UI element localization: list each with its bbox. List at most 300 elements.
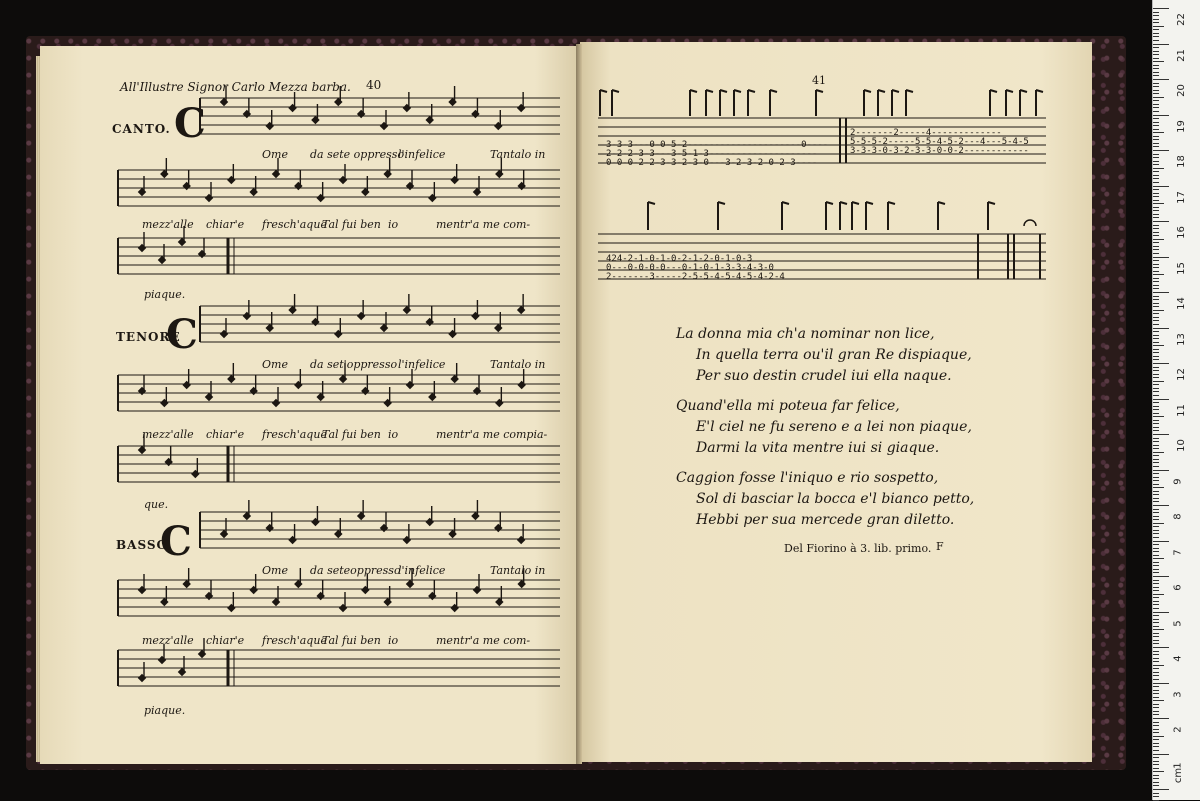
lyric-syllable: chiar'e: [206, 428, 245, 441]
ruler-number: 11: [1175, 403, 1187, 417]
ruler-tick: [1153, 434, 1169, 435]
ruler-tick: [1153, 384, 1159, 385]
ruler-tick: [1153, 541, 1169, 542]
ruler-tick: [1153, 661, 1159, 662]
page-number-left: 40: [366, 78, 382, 92]
ruler-tick: [1153, 328, 1169, 329]
ruler-tick: [1153, 643, 1159, 644]
ruler-tick: [1153, 494, 1159, 495]
ruler-tick: [1153, 509, 1159, 510]
ruler-tick: [1153, 65, 1159, 66]
ruler-tick: [1153, 296, 1159, 297]
ruler-tick: [1153, 29, 1159, 30]
fermata: [1024, 220, 1036, 226]
ruler-tick: [1153, 267, 1159, 268]
lyric-syllable: Tal fui ben: [322, 428, 381, 441]
ruler-tick: [1153, 317, 1159, 318]
lyric-syllable: mentr'a me compia-: [436, 428, 548, 441]
rhythm-flag: [770, 90, 777, 116]
ruler-tick: [1153, 725, 1159, 726]
ruler-tick: [1153, 168, 1164, 169]
ruler-tick: [1153, 8, 1169, 9]
ruler-tick: [1153, 668, 1159, 669]
rhythm-flag: [906, 90, 913, 116]
ruler-tick: [1153, 413, 1159, 414]
ruler-number: 21: [1175, 48, 1187, 62]
lyric-syllable: da set'oppresso: [310, 358, 398, 371]
ruler-tick: [1153, 785, 1159, 786]
rhythm-flag: [826, 202, 833, 230]
tablature-line: 2-------3-----2-5-5-4-5-4-5-4-2-4: [606, 272, 785, 282]
rhythm-flag: [866, 202, 873, 230]
ruler-tick: [1153, 501, 1159, 502]
rhythm-flag: [720, 90, 727, 116]
ruler-tick: [1153, 118, 1159, 119]
ruler-tick: [1153, 150, 1169, 151]
ruler-tick: [1153, 246, 1159, 247]
ruler-tick: [1153, 186, 1169, 187]
ruler-number: 1: [1172, 761, 1184, 769]
ruler-tick: [1153, 537, 1159, 538]
ruler-tick: [1153, 26, 1164, 27]
ruler-tick: [1153, 633, 1159, 634]
ruler-tick: [1153, 693, 1159, 694]
lyric-syllable: Ome: [262, 358, 288, 371]
ruler-tick: [1153, 622, 1159, 623]
rhythm-flag: [892, 90, 899, 116]
ruler-tick: [1153, 778, 1159, 779]
ruler-tick: [1153, 129, 1159, 130]
ruler-tick: [1153, 288, 1159, 289]
ruler-tick: [1153, 125, 1159, 126]
tablature-line: 5-5-5-2-----5-5-4-5-2---4---5-4-5: [850, 137, 1029, 147]
ruler-tick: [1153, 459, 1159, 460]
lyric-syllable: mezz'alle: [142, 218, 194, 231]
ruler-tick: [1153, 775, 1159, 776]
ruler-tick: [1153, 572, 1159, 573]
ruler-tick: [1153, 580, 1159, 581]
poem-line: Hebbi per sua mercede gran diletto.: [696, 512, 955, 528]
ruler-tick: [1153, 707, 1159, 708]
ruler-tick: [1153, 189, 1159, 190]
ruler-tick: [1153, 203, 1164, 204]
lyric-syllable: fresch'aque: [262, 634, 327, 647]
ruler-tick: [1153, 615, 1159, 616]
ruler-tick: [1153, 565, 1159, 566]
ruler-tick: [1153, 587, 1159, 588]
ruler-tick: [1153, 51, 1159, 52]
rhythm-flag: [648, 202, 655, 230]
voice-label-canto: CANTO.: [112, 122, 171, 136]
ruler-tick: [1153, 764, 1159, 765]
ruler-tick: [1153, 235, 1159, 236]
ruler-tick: [1153, 487, 1164, 488]
ruler-tick: [1153, 93, 1159, 94]
rhythm-flag: [718, 202, 725, 230]
ruler-tick: [1153, 217, 1159, 218]
ruler-tick: [1153, 782, 1159, 783]
ruler-tick: [1153, 438, 1159, 439]
ruler-tick: [1153, 683, 1169, 684]
ruler-tick: [1153, 750, 1159, 751]
lyric-syllable: io: [388, 428, 399, 441]
ruler-tick: [1153, 154, 1159, 155]
lyric-syllable: mentr'a me com-: [436, 634, 531, 647]
ruler-tick: [1153, 583, 1159, 584]
ruler-tick: [1153, 746, 1159, 747]
lyric-syllable: Ome: [262, 564, 288, 577]
ruler-tick: [1153, 136, 1159, 137]
ruler-tick: [1153, 313, 1159, 314]
ruler-tick: [1153, 704, 1159, 705]
ruler-tick: [1153, 473, 1159, 474]
ruler-tick: [1153, 498, 1159, 499]
lyric-syllable: mezz'alle: [142, 634, 194, 647]
ruler-tick: [1153, 526, 1159, 527]
lyric-syllable: Tal fui ben: [322, 634, 381, 647]
ruler-tick: [1153, 285, 1159, 286]
ruler-number: 2: [1172, 726, 1184, 733]
tablature-line: 2-2-2-3-3---3-5-1-3--------------------: [606, 149, 818, 159]
initial-letter-basso: C: [160, 518, 192, 565]
ruler-tick: [1153, 608, 1159, 609]
ruler-tick: [1153, 516, 1159, 517]
ruler-tick: [1153, 409, 1159, 410]
ruler-tick: [1153, 736, 1164, 737]
rhythm-flag: [1036, 90, 1043, 116]
ruler-tick: [1153, 83, 1159, 84]
ruler-tick: [1153, 555, 1159, 556]
ruler-tick: [1153, 221, 1169, 222]
tablature-line: 3-3-3---0-0-5-2---------------------0----: [606, 140, 829, 150]
ruler-tick: [1153, 335, 1159, 336]
voice-label-basso: BASSO: [116, 538, 168, 552]
ruler-tick: [1153, 640, 1159, 641]
poem-line: Quand'ella mi poteua far felice,: [676, 398, 900, 414]
ruler-tick: [1153, 604, 1159, 605]
ruler-tick: [1153, 193, 1159, 194]
lyric-syllable: l'infelice: [398, 148, 446, 161]
ruler-tick: [1153, 239, 1164, 240]
tablature-line: 0-0-0-2-2-3-3-2-3-0---3-2-3-2-0-2-3----: [606, 158, 818, 168]
ruler-tick: [1153, 757, 1159, 758]
ruler-tick: [1153, 146, 1159, 147]
rhythm-flag: [938, 202, 945, 230]
ruler-tick: [1153, 331, 1159, 332]
ruler-tick: [1153, 416, 1164, 417]
ruler-number: 3: [1172, 690, 1184, 698]
ruler-tick: [1153, 79, 1169, 80]
measuring-ruler: [1152, 0, 1200, 800]
lyric-syllable: da sete oppresso: [310, 148, 405, 161]
ruler-tick: [1153, 86, 1159, 87]
ruler-tick: [1153, 274, 1164, 275]
ruler-tick: [1153, 58, 1159, 59]
rhythm-flag: [706, 90, 713, 116]
ruler-tick: [1153, 324, 1159, 325]
ruler-tick: [1153, 200, 1159, 201]
ruler-tick: [1153, 427, 1159, 428]
ruler-number: 5: [1172, 619, 1184, 627]
ruler-tick: [1153, 462, 1159, 463]
rhythm-flag: [782, 202, 789, 230]
ruler-tick: [1153, 111, 1159, 112]
ruler-tick: [1153, 338, 1159, 339]
ruler-tick: [1153, 139, 1159, 140]
ruler-tick: [1153, 466, 1159, 467]
ruler-tick: [1153, 257, 1169, 258]
ruler-tick: [1153, 15, 1159, 16]
ruler-tick: [1153, 115, 1169, 116]
ruler-tick: [1153, 569, 1159, 570]
ruler-number: 7: [1172, 548, 1184, 556]
ruler-tick: [1153, 44, 1169, 45]
ruler-tick: [1153, 164, 1159, 165]
ruler-tick: [1153, 374, 1159, 375]
ruler-tick: [1153, 626, 1159, 627]
lyric-syllable: fresch'aque: [262, 218, 327, 231]
ruler-tick: [1153, 104, 1159, 105]
ruler-tick: [1153, 178, 1159, 179]
ruler-tick: [1153, 175, 1159, 176]
rhythm-flag: [1006, 90, 1013, 116]
ruler-tick: [1153, 68, 1159, 69]
ruler-tick: [1153, 686, 1159, 687]
ruler-tick: [1153, 182, 1159, 183]
ruler-tick: [1153, 278, 1159, 279]
ruler-tick: [1153, 107, 1159, 108]
ruler-tick: [1153, 430, 1159, 431]
ruler-tick: [1153, 448, 1159, 449]
ruler-tick: [1153, 544, 1159, 545]
ruler-tick: [1153, 359, 1159, 360]
rhythm-flag: [840, 202, 847, 230]
poem-line: Caggion fosse l'iniquo e rio sospetto,: [676, 470, 939, 486]
ruler-number: 9: [1172, 477, 1184, 485]
ruler-tick: [1153, 533, 1159, 534]
ruler-number: 10: [1175, 439, 1187, 452]
ruler-tick: [1153, 22, 1159, 23]
ruler-tick: [1153, 356, 1159, 357]
rhythm-flag: [600, 90, 607, 116]
ruler-tick: [1153, 729, 1159, 730]
ruler-tick: [1153, 132, 1164, 133]
lyric-syllable: mentr'a me com-: [436, 218, 531, 231]
ruler-tick: [1153, 562, 1159, 563]
ruler-tick: [1153, 636, 1159, 637]
ruler-tick: [1153, 399, 1169, 400]
ruler-tick: [1153, 214, 1159, 215]
ruler-number: 22: [1175, 13, 1187, 26]
ruler-tick: [1153, 345, 1164, 346]
ruler-tick: [1153, 281, 1159, 282]
ruler-tick: [1153, 445, 1159, 446]
ruler-tick: [1153, 796, 1159, 797]
ruler-tick: [1153, 395, 1159, 396]
ruler-tick: [1153, 697, 1159, 698]
ruler-tick: [1153, 157, 1159, 158]
ruler-tick: [1153, 47, 1159, 48]
ruler-tick: [1153, 651, 1159, 652]
lyric-syllable: que.: [144, 498, 169, 511]
ruler-tick: [1153, 477, 1159, 478]
ruler-tick: [1153, 271, 1159, 272]
ruler-tick: [1153, 558, 1164, 559]
lyric-syllable: piaque.: [144, 288, 186, 301]
poem-line: La donna mia ch'a nominar non lice,: [676, 326, 935, 342]
ruler-tick: [1153, 423, 1159, 424]
rhythm-flag: [990, 90, 997, 116]
poem-line: In quella terra ou'il gran Re dispiaque,: [696, 347, 972, 363]
ruler-tick: [1153, 367, 1159, 368]
tablature-line: 3-3-3-0-3-2-3-3-0-0-2------------: [850, 146, 1029, 156]
lyric-syllable: io: [388, 634, 399, 647]
ruler-tick: [1153, 619, 1159, 620]
lyric-syllable: l'infelice: [398, 358, 446, 371]
rhythm-flag: [612, 90, 619, 116]
rhythm-flag: [988, 202, 995, 230]
ruler-tick: [1153, 576, 1169, 577]
ruler-tick: [1153, 161, 1159, 162]
ruler-tick: [1153, 363, 1169, 364]
ruler-tick: [1153, 33, 1159, 34]
ruler-tick: [1153, 718, 1169, 719]
ruler-tick: [1153, 601, 1159, 602]
initial-letter-canto: C: [174, 100, 206, 147]
ruler-tick: [1153, 370, 1159, 371]
ruler-tick: [1153, 210, 1159, 211]
rhythm-flag: [734, 90, 741, 116]
ruler-tick: [1153, 97, 1164, 98]
ruler-tick: [1153, 519, 1159, 520]
ruler-tick: [1153, 232, 1159, 233]
ruler-tick: [1153, 732, 1159, 733]
ruler-number: 6: [1172, 584, 1184, 591]
tablature-line: 424-2-1-0-1-0-2-1-2-0-1-0-3: [606, 254, 753, 264]
ruler-tick: [1153, 597, 1159, 598]
ruler-number: 4: [1172, 655, 1184, 662]
ruler-tick: [1153, 19, 1159, 20]
lyric-syllable: io: [388, 218, 399, 231]
ruler-tick: [1153, 143, 1159, 144]
ruler-tick: [1153, 40, 1159, 41]
attribution: Del Fiorino à 3. lib. primo.: [784, 542, 932, 555]
ruler-number: 16: [1175, 226, 1187, 239]
ruler-tick: [1153, 629, 1164, 630]
ruler-number: 12: [1175, 368, 1187, 381]
lyric-syllable: Tantalo in: [490, 148, 546, 161]
tablature-line: 2-------2-----4-------------: [850, 128, 1002, 138]
initial-letter-tenore: C: [166, 311, 198, 358]
ruler-tick: [1153, 242, 1159, 243]
ruler-unit: cm: [1173, 767, 1185, 784]
lyric-syllable: fresch'aque: [262, 428, 327, 441]
ruler-tick: [1153, 654, 1159, 655]
ruler-tick: [1153, 551, 1159, 552]
ruler-tick: [1153, 793, 1159, 794]
ruler-tick: [1153, 225, 1159, 226]
ruler-tick: [1153, 100, 1159, 101]
ruler-tick: [1153, 722, 1159, 723]
lyric-syllable: piaque.: [144, 704, 186, 717]
ruler-tick: [1153, 441, 1159, 442]
ruler-tick: [1153, 548, 1159, 549]
ruler-tick: [1153, 196, 1159, 197]
ruler-tick: [1153, 768, 1159, 769]
ruler-tick: [1153, 377, 1159, 378]
ruler-tick: [1153, 771, 1164, 772]
poem-line: Sol di basciar la bocca e'l bianco petto,: [696, 491, 975, 507]
lyric-syllable: chiar'e: [206, 218, 245, 231]
ruler-tick: [1153, 761, 1159, 762]
ruler-tick: [1153, 207, 1159, 208]
ruler-tick: [1153, 530, 1159, 531]
lyric-syllable: Ome: [262, 148, 288, 161]
rhythm-flag: [852, 202, 859, 230]
ruler-tick: [1153, 352, 1159, 353]
rhythm-flag: [816, 90, 823, 116]
poem-line: Per suo destin crudel iui ella naque.: [696, 368, 952, 384]
ruler-tick: [1153, 594, 1164, 595]
lyric-syllable: l'infelice: [398, 564, 446, 577]
ruler-number: 15: [1175, 261, 1187, 275]
ruler-tick: [1153, 36, 1159, 37]
ruler-tick: [1153, 388, 1159, 389]
ruler-tick: [1153, 303, 1159, 304]
lyric-syllable: chiar'e: [206, 634, 245, 647]
signature-mark: F: [936, 540, 944, 553]
ruler-tick: [1153, 381, 1164, 382]
ruler-tick: [1153, 505, 1169, 506]
rhythm-flag: [1020, 90, 1027, 116]
voice-label-tenore: TENORE: [116, 330, 181, 344]
ruler-tick: [1153, 470, 1169, 471]
ruler-tick: [1153, 679, 1159, 680]
ruler-tick: [1153, 590, 1159, 591]
ruler-tick: [1153, 789, 1169, 790]
poem-line: Darmi la vita mentre iui si giaque.: [696, 440, 940, 456]
ruler-tick: [1153, 122, 1159, 123]
lyric-syllable: mezz'alle: [142, 428, 194, 441]
poem-line: E'l ciel ne fu sereno e a lei non piaque,: [696, 419, 972, 435]
ruler-tick: [1153, 452, 1164, 453]
ruler-tick: [1153, 711, 1159, 712]
ruler-tick: [1153, 320, 1159, 321]
ruler-tick: [1153, 249, 1159, 250]
ruler-tick: [1153, 754, 1169, 755]
ruler-tick: [1153, 171, 1159, 172]
ruler-tick: [1153, 349, 1159, 350]
ruler-tick: [1153, 665, 1164, 666]
lyric-syllable: da seteoppresso: [310, 564, 401, 577]
rhythm-flag: [888, 202, 895, 230]
ruler-tick: [1153, 391, 1159, 392]
ruler-tick: [1153, 658, 1159, 659]
ruler-tick: [1153, 743, 1159, 744]
ruler-tick: [1153, 690, 1159, 691]
ruler-tick: [1153, 306, 1159, 307]
ruler-number: 17: [1175, 190, 1187, 204]
ruler-tick: [1153, 612, 1169, 613]
tablature-line: 0---0-0-0-0---0-1-0-1-3-3-4-3-0: [606, 263, 774, 273]
ruler-tick: [1153, 700, 1164, 701]
page-header: All'Illustre Signor Carlo Mezza barba.: [120, 80, 351, 94]
ruler-tick: [1153, 75, 1159, 76]
ruler-tick: [1153, 342, 1159, 343]
ruler-tick: [1153, 310, 1164, 311]
ruler-tick: [1153, 61, 1164, 62]
ruler-number: 19: [1175, 119, 1187, 133]
